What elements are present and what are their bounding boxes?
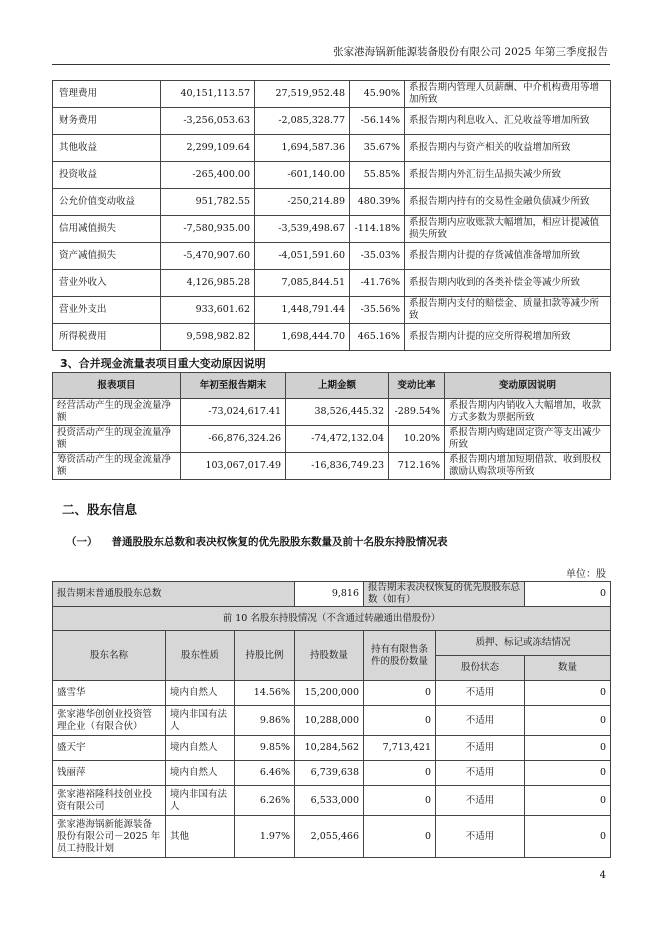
table-row: 管理费用 40,151,113.57 27,519,952.48 45.90% 系报告期内管理人员薪酬、中介机构费用等增加所致 — [53, 81, 611, 108]
table-row: 公允价值变动收益 951,782.55 -250,214.89 480.39% 系报告期内持有的交易性金融负债减少所致 — [53, 189, 611, 216]
income-statement-change-table — [52, 80, 611, 351]
table-header-row: 股东名称 股东性质 持股比例 持股数量 持有有限售条件的股份数量 质押、标记或冻结情况 — [53, 631, 611, 656]
section-title-cash-flow: 3、合并现金流量表项目重大变动原因说明 — [60, 357, 266, 370]
header-divider — [52, 64, 610, 65]
table-subheader-row: 股份状态 数量 — [53, 656, 611, 681]
page-number: 4 — [599, 870, 606, 881]
shareholders-table — [52, 581, 611, 858]
section-title-shareholders: 二、股东信息 — [62, 502, 138, 517]
subsection-number: （一） — [66, 536, 98, 548]
table-row: 所得税费用 9,598,982.82 1,698,444.70 465.16% 系报告期内计提的应交所得税增加所致 — [53, 324, 611, 351]
unit-label: 单位：股 — [566, 569, 606, 580]
table-row: 投资收益 -265,400.00 -601,140.00 55.85% 系报告期内外汇衍生品损失减少所致 — [53, 162, 611, 189]
table-row: 经营活动产生的现金流量净额 -73,024,617.41 38,526,445.32 -289.54% 系报告期内内销收入大幅增加，收款方式多数为票据所致 — [53, 399, 611, 426]
summary-row — [53, 582, 611, 607]
table-row: 张家港海锅新能源装备股份有限公司－2025 年员工持股计划 其他 1.97% 2,055,466 0 不适用 0 — [53, 816, 611, 858]
subsection-title — [66, 534, 448, 549]
preferred-holders-value: 0 — [525, 582, 611, 607]
table-header-row: 报表项目 年初至报告期末 上期金额 变动比率 变动原因说明 — [53, 373, 611, 399]
preferred-holders-label: 报告期末表决权恢复的优先股股东总数（如有） — [364, 582, 525, 607]
table-row: 张家港裕隆科技创业投资有限公司 境内非国有法人 6.26% 6,533,000 0 不适用 0 — [53, 786, 611, 816]
subsection-text: 普通股股东总数和表决权恢复的优先股股东数量及前十名股东持股情况表 — [111, 536, 448, 548]
table-row: 筹资活动产生的现金流量净额 103,067,017.49 -16,836,749.23 712.16% 系报告期内增加短期借款、收到股权激励认购款项等所致 — [53, 453, 611, 480]
table-row: 盛雪华 境内自然人 14.56% 15,200,000 0 不适用 0 — [53, 681, 611, 706]
table-row: 营业外支出 933,601.62 1,448,791.44 -35.56% 系报告期内支付的赔偿金、质量扣款等减少所致 — [53, 297, 611, 324]
table-row: 盛天宇 境内自然人 9.85% 10,284,562 7,713,421 不适用 0 — [53, 736, 611, 761]
table-row: 投资活动产生的现金流量净额 -66,876,324.26 -74,472,132.04 10.20% 系报告期内购建固定资产等支出减少所致 — [53, 426, 611, 453]
table-row: 钱丽萍 境内自然人 6.46% 6,739,638 0 不适用 0 — [53, 761, 611, 786]
table-row: 其他收益 2,299,109.64 1,694,587.36 35.67% 系报告期内与资产相关的收益增加所致 — [53, 135, 611, 162]
page-header: 张家港海锅新能源装备股份有限公司 2025 年第三季度报告 — [333, 46, 608, 58]
table-row: 资产减值损失 -5,470,907.60 -4,051,591.60 -35.03% 系报告期内计提的存货减值准备增加所致 — [53, 243, 611, 270]
common-holders-value: 9,816 — [295, 582, 364, 607]
table-row: 营业外收入 4,126,985.28 7,085,844.51 -41.76% 系报告期内收到的各类补偿金等减少所致 — [53, 270, 611, 297]
caption-row — [53, 607, 611, 631]
cash-flow-change-table — [52, 372, 611, 480]
table-row: 财务费用 -3,256,053.63 -2,085,328.77 -56.14% 系报告期内利息收入、汇兑收益等增加所致 — [53, 108, 611, 135]
table-row: 张家港华创创业投资管理企业（有限合伙） 境内非国有法人 9.86% 10,288,000 0 不适用 0 — [53, 706, 611, 736]
table-row: 信用减值损失 -7,580,935.00 -3,539,498.67 -114.18% 系报告期内应收账款大幅增加，相应计提减值损失所致 — [53, 216, 611, 243]
top10-caption: 前 10 名股东持股情况（不含通过转融通出借股份） — [53, 607, 611, 631]
common-holders-label: 报告期末普通股股东总数 — [53, 582, 295, 607]
